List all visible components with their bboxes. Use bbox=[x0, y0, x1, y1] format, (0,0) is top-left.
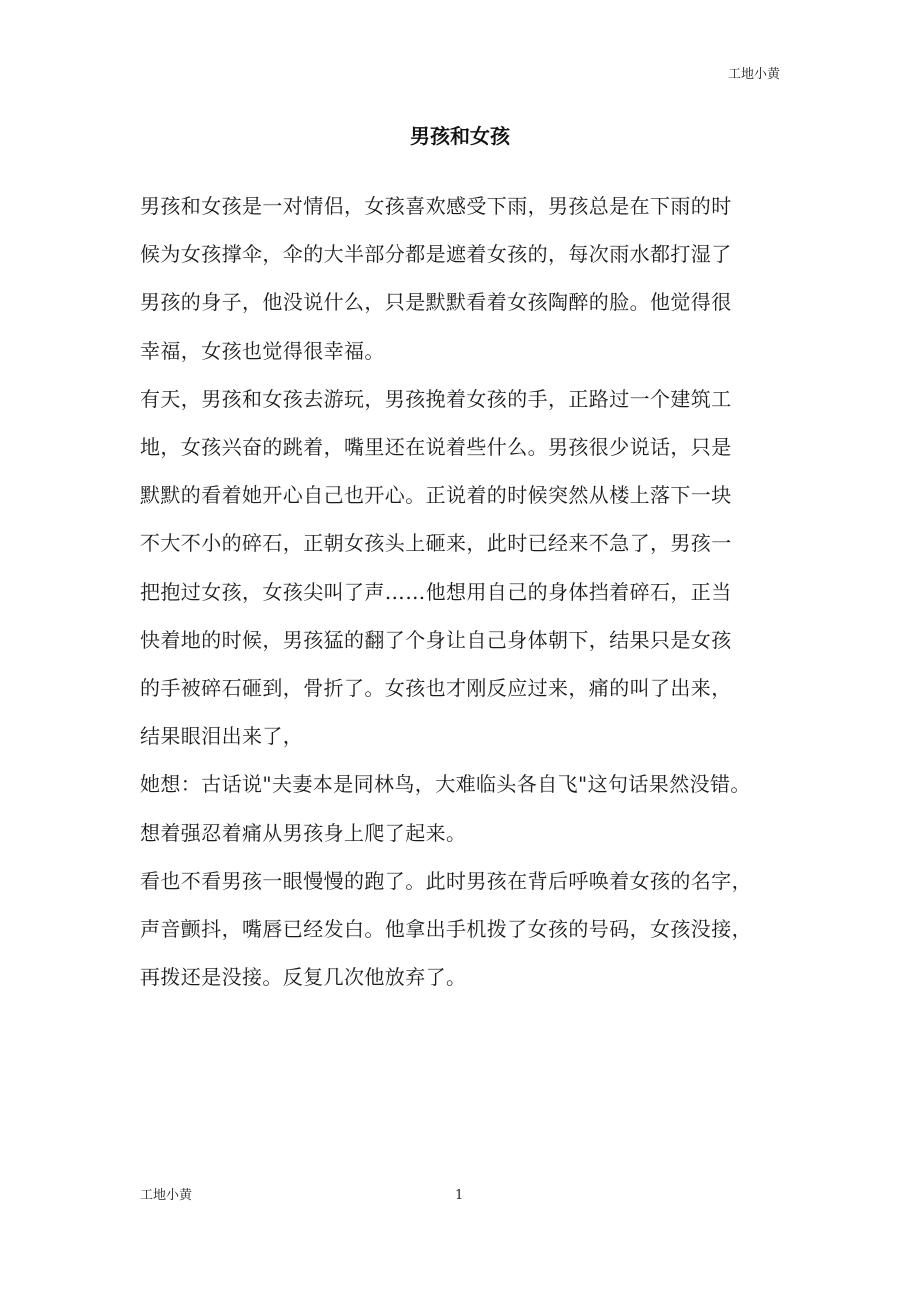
text-line: 幸福，女孩也觉得很幸福。 bbox=[140, 338, 385, 363]
text-line: 默默的看着她开心自己也开心。正说着的时候突然从楼上落下一块 bbox=[140, 483, 732, 508]
text-line: 有天，男孩和女孩去游玩，男孩挽着女孩的手，正路过一个建筑工 bbox=[140, 386, 732, 411]
text-line: 把抱过女孩，女孩尖叫了声……他想用自己的身体挡着碎石，正当 bbox=[140, 579, 732, 604]
text-line: 快着地的时候，男孩猛的翻了个身让自己身体朝下，结果只是女孩 bbox=[140, 627, 732, 652]
text-line: 地，女孩兴奋的跳着，嘴里还在说着些什么。男孩很少说话，只是 bbox=[140, 435, 732, 460]
paragraph-1 bbox=[140, 182, 782, 375]
footer-author: 工地小黄 bbox=[140, 1188, 193, 1203]
page-number: 1 bbox=[455, 1188, 464, 1203]
text-line: 候为女孩撑伞，伞的大半部分都是遮着女孩的，每次雨水都打湿了 bbox=[140, 242, 732, 267]
text-line: 结果眼泪出来了， bbox=[140, 724, 304, 749]
text-line: 她想：古话说"夫妻本是同林鸟，大难临头各自飞"这句话果然没错。 bbox=[140, 772, 751, 797]
body-text bbox=[140, 182, 782, 1001]
paragraph-3 bbox=[140, 760, 782, 856]
header-author: 工地小黄 bbox=[727, 67, 780, 82]
text-line: 不大不小的碎石，正朝女孩头上砸来，此时已经来不急了，男孩一 bbox=[140, 531, 732, 556]
text-line: 想着强忍着痛从男孩身上爬了起来。 bbox=[140, 820, 467, 845]
text-line: 再拨还是没接。反复几次他放弃了。 bbox=[140, 965, 467, 990]
paragraph-2 bbox=[140, 375, 782, 761]
paragraph-4 bbox=[140, 857, 782, 1002]
text-line: 男孩和女孩是一对情侣，女孩喜欢感受下雨，男孩总是在下雨的时 bbox=[140, 194, 732, 218]
text-line: 声音颤抖，嘴唇已经发白。他拿出手机拨了女孩的号码，女孩没接， bbox=[140, 917, 752, 942]
text-line: 男孩的身子，他没说什么，只是默默看着女孩陶醉的脸。他觉得很 bbox=[140, 290, 732, 315]
page-title: 男孩和女孩 bbox=[410, 124, 510, 148]
text-line: 的手被碎石砸到，骨折了。女孩也才刚反应过来，痛的叫了出来， bbox=[140, 676, 732, 701]
text-line: 看也不看男孩一眼慢慢的跑了。此时男孩在背后呼唤着女孩的名字， bbox=[140, 868, 752, 893]
